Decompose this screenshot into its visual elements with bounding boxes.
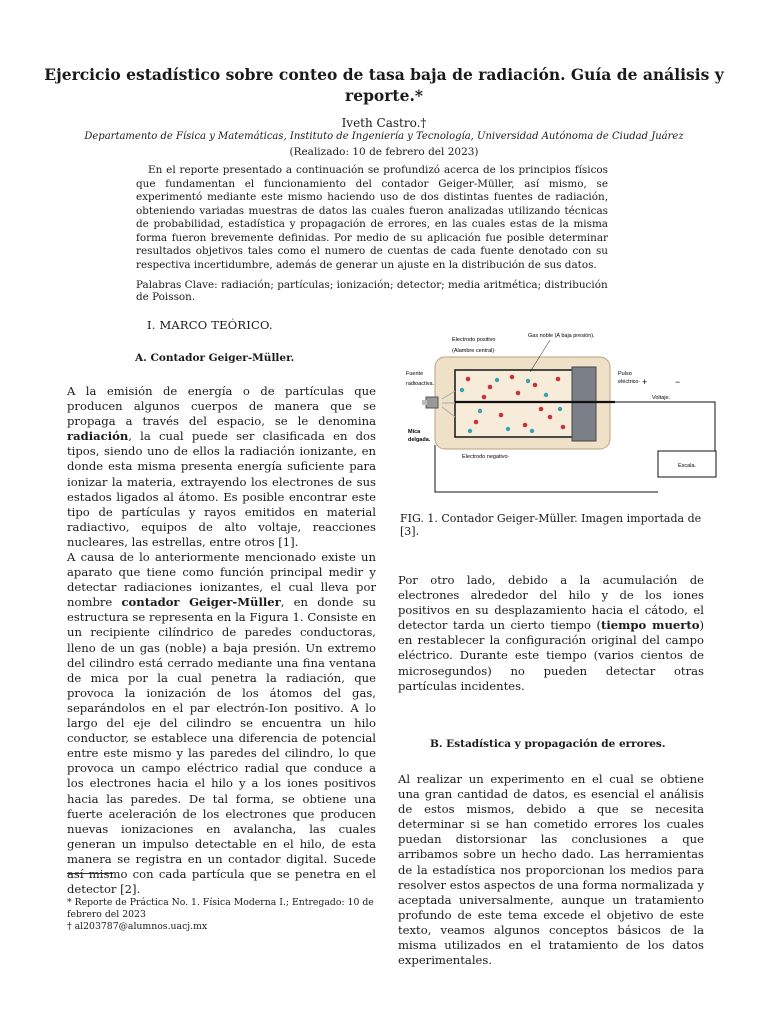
label-mica: Mica xyxy=(408,429,421,435)
figure-caption: FIG. 1. Contador Geiger-Müller. Imagen importada de [3]. xyxy=(400,512,702,538)
abstract: En el reporte presentado a continuación se profundizó acerca de los principios físicos que fundamentan el funcionamiento del contador Geiger-Müller, así mismo, se experimentó mediante este mismo haciendo uso de dos distintas fuentes de radiación, obteniendo variadas muestras de datos las cuales fueron analizadas utilizando técnicas de probabilidad, estadística y propagación de errores, en las cuales estas de la misma forma fueron brevemente definidas. Por medio de su aplicación fue posible determinar resultados objetivos tales como el numero de cuentas de cada fuente denotado con su respectiva incertidumbre, además de generar un ajuste en la distribución de sus datos. xyxy=(136,164,608,271)
label-alambre-central: (Alambre central)· xyxy=(452,348,497,354)
footnote-1: * Reporte de Práctica No. 1. Física Moderna I.; Entregado: 10 de febrero del 2023 xyxy=(67,897,374,920)
label-electrico: eléctrico· xyxy=(618,379,641,385)
geiger-counter-figure xyxy=(400,327,718,497)
label-delgada: delgada. xyxy=(408,437,431,443)
label-gas-noble: Gas noble (A baja presión). xyxy=(528,333,595,339)
label-plus: + xyxy=(642,377,648,387)
date: (Realizado: 10 de febrero del 2023) xyxy=(289,146,479,158)
label-pulso: Pulso xyxy=(618,371,632,377)
label-escala: Escala. xyxy=(678,463,697,469)
paper-title: Ejercicio estadístico sobre conteo de tasa baja de radiación. Guía de análisis y reporte.* xyxy=(44,65,724,105)
paragraph-estadistica: Al realizar un experimento en el cual se obtiene una gran cantidad de datos, es esencial el análisis de estos mismos, debido a que se necesita determinar si se han cometido errores los cuales puedan distorsionar las conclusiones a que arribamos sobre un hecho dado. Las herramientas de la estadística nos proporcionan los medios para resolver estos aspectos de una forma normalizada y aceptada universalmente, aunque un tratamiento profundo de este tema excede el objetivo de este texto, veamos algunos conceptos básicos de la misma utilizados en el tratamiento de los datos experimentales. xyxy=(398,772,704,968)
label-electrodo-positivo: Electrodo positivo xyxy=(452,337,496,343)
affiliation: Departamento de Física y Matemáticas, Instituto de Ingeniería y Tecnología, Universidad Autónoma de Ciudad Juárez xyxy=(84,131,684,142)
paragraph-geiger: A causa de lo anteriormente mencionado existe un aparato que tiene como función principal medir y detectar radiaciones ionizantes, el cual lleva por nombre contador Geiger-Müller, en donde su estructura se representa en la Figura 1. Consiste en un recipiente cilíndrico de paredes conductoras, lleno de un gas (noble) a baja presión. Un extremo del cilindro está cerrado mediante una fina ventana de mica por la cual penetra la radiación, que provoca la ionización de los átomos del gas, separándolos en el par electrón-Ion positivo. A lo largo del eje del cilindro se encuentra un hilo conductor, se establece una diferencia de potencial entre este mismo y las paredes del cilindro, lo que provoca un campo eléctrico radial que conduce a los electrones hacia el hilo y a los iones positivos hacia las paredes. De tal forma, se obtiene una fuerte aceleración de los electrones que producen nuevas ionizaciones en avalancha, las cuales generan un impulso detectable en el hilo, de esta manera se registra en un contador digital. Sucede así mismo con cada partícula que se penetra en el detector [2]. xyxy=(67,550,377,897)
paragraph-radiation: A la emisión de energía o de partículas que producen algunos cuerpos de manera que se propaga a través del espacio, se le denomina radiación, la cual puede ser clasificada en dos tipos, siendo uno de ellos la radiación ionizante, en donde esta misma presenta energía suficiente para ionizar la materia, extrayendo los electrones de sus estados ligados al átomo. Es posible encontrar este tipo de partículas y rayos emitidos en material radiactivo, equipos de alto voltaje, reacciones nucleares, las estrellas, entre otros [1]. xyxy=(67,384,376,549)
footnote-2: † al203787@alumnos.uacj.mx xyxy=(67,921,208,932)
paragraph-tiempo-muerto: Por otro lado, debido a la acumulación de electrones alrededor del hilo y de los iones positivos en su desplazamiento hacia el cátodo, el detector tarda un cierto tiempo (tiempo muerto) en restablecer la configuración original del campo eléctrico. Durante este tiempo (varios cientos de microsegundos) no pueden detectar otras partículas incidentes. xyxy=(398,573,704,693)
subsection-a-heading: A. Contador Geiger-Müller. xyxy=(135,352,295,364)
section-heading: I. MARCO TEÓRICO. xyxy=(147,318,273,332)
label-radioactiva: radioactiva. xyxy=(406,381,435,387)
author: Iveth Castro.† xyxy=(341,116,427,130)
keywords: Palabras Clave: radiación; partículas; ionización; detector; media aritmética; distribución de Poisson. xyxy=(136,279,608,303)
label-voltaje: Voltaje. xyxy=(652,395,671,401)
footnote-rule xyxy=(67,873,113,874)
label-electrodo-negativo: Electrodo negativo· xyxy=(462,454,510,460)
label-fuente: Fuente xyxy=(406,371,424,377)
label-minus: − xyxy=(675,377,681,387)
subsection-b-heading: B. Estadística y propagación de errores. xyxy=(430,738,666,750)
